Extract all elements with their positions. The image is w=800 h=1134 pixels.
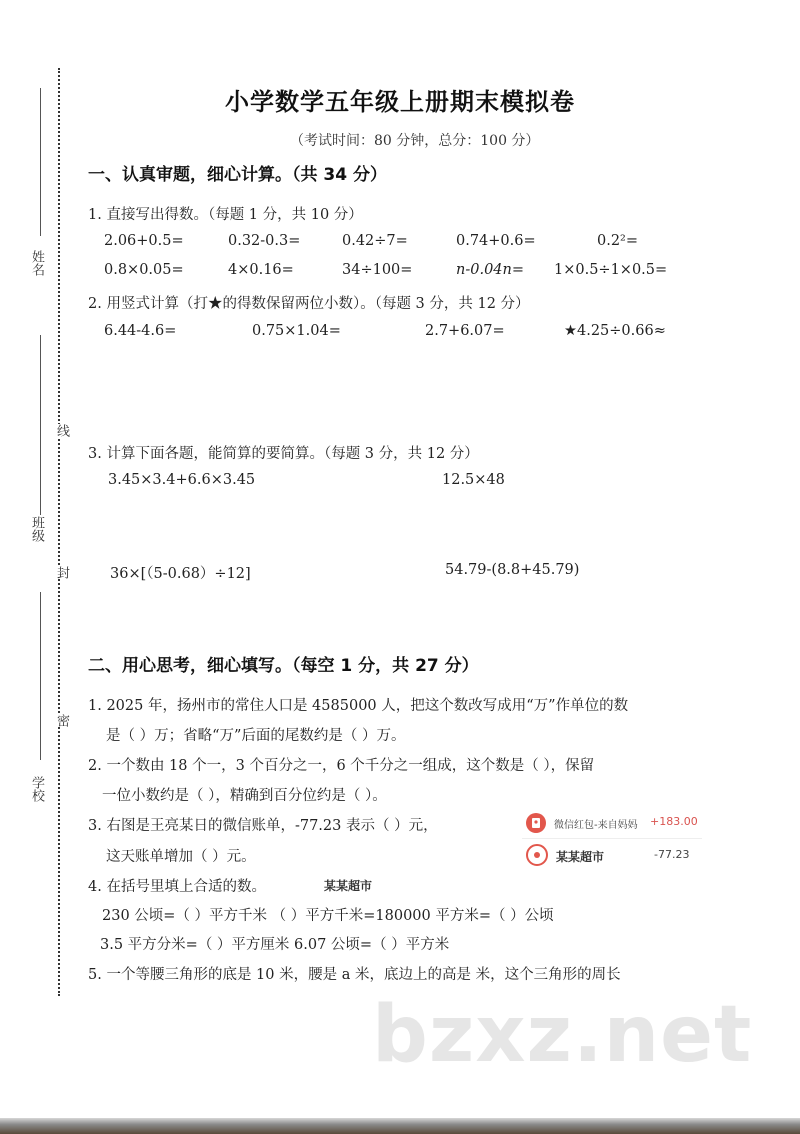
school-label: 学校 bbox=[29, 776, 44, 802]
q1-prompt: 1. 直接写出得数。（每题 1 分，共 10 分） bbox=[88, 207, 363, 223]
red-packet-icon bbox=[526, 813, 546, 833]
s2-q2-line2: 一位小数约是（ ），精确到百分位约是（ ）。 bbox=[102, 788, 387, 804]
wechat-row2-label: 某某超市 bbox=[556, 850, 605, 864]
seal-seal-char: 封 bbox=[54, 566, 69, 579]
q3-item: 36×[（5-0.68）÷12] bbox=[110, 566, 251, 582]
s2-q3-line1: 3. 右图是王亮某日的微信账单，-77.23 表示（ ）元， bbox=[88, 818, 438, 834]
s2-q4-line2: 230 公顷=（ ）平方千米 （ ）平方千米=180000 平方米=（ ）公顷 bbox=[102, 908, 554, 924]
s2-q3-line2: 这天账单增加（ ）元。 bbox=[106, 849, 256, 865]
page-bottom-edge bbox=[0, 1118, 800, 1134]
wechat-bill-image bbox=[522, 810, 702, 872]
s2-q1-line2: 是（ ）万；省略“万”后面的尾数约是（ ）万。 bbox=[106, 728, 406, 744]
wechat-bill-row bbox=[522, 842, 702, 870]
class-line bbox=[40, 335, 41, 515]
name-label: 姓名 bbox=[29, 250, 44, 276]
q1-item: 34÷100= bbox=[342, 262, 413, 278]
q1-item: 0.8×0.05= bbox=[104, 262, 184, 278]
site-watermark: bzxz.net bbox=[372, 990, 753, 1080]
q1-item: 0.32-0.3= bbox=[228, 233, 301, 249]
q2-prompt: 2. 用竖式计算（打★的得数保留两位小数）。（每题 3 分，共 12 分） bbox=[88, 296, 530, 312]
q1-item: n-0.04n= bbox=[456, 262, 525, 278]
page-title: 小学数学五年级上册期末模拟卷 bbox=[225, 88, 575, 116]
q3-prompt: 3. 计算下面各题，能简算的要简算。（每题 3 分，共 12 分） bbox=[88, 446, 479, 462]
s2-q4-line3: 3.5 平方分米=（ ）平方厘米 6.07 公顷=（ ）平方米 bbox=[100, 937, 450, 953]
seal-dotted-line bbox=[58, 68, 60, 996]
store-icon bbox=[526, 844, 548, 866]
s2-q1-line1: 1. 2025 年，扬州市的常住人口是 4585000 人，把这个数改写成用“万”作单位的数 bbox=[88, 698, 629, 714]
q2-item: ★4.25÷0.66≈ bbox=[564, 323, 666, 339]
wechat-row1-label: 微信红包-来自妈妈 bbox=[554, 820, 638, 831]
q1-item: 0.2²= bbox=[597, 233, 639, 249]
s2-q2-line1: 2. 一个数由 18 个一，3 个百分之一，6 个千分之一组成，这个数是（ ），保留 bbox=[88, 758, 595, 774]
q1-item: 0.74+0.6= bbox=[456, 233, 536, 249]
s2-q4-line1: 4. 在括号里填上合适的数。 bbox=[88, 879, 266, 895]
section2-heading: 二、用心思考，细心填写。（每空 1 分，共 27 分） bbox=[88, 656, 479, 676]
q3-item: 12.5×48 bbox=[442, 472, 505, 488]
wechat-bill-row bbox=[522, 810, 702, 839]
q2-item: 2.7+6.07= bbox=[425, 323, 505, 339]
s2-q4-stray-label: 某某超市 bbox=[324, 879, 373, 893]
seal-line-char: 线 bbox=[54, 424, 69, 437]
q3-item: 54.79-(8.8+45.79) bbox=[445, 562, 580, 578]
q1-item: 2.06+0.5= bbox=[104, 233, 184, 249]
q2-item: 0.75×1.04= bbox=[252, 323, 341, 339]
q3-item: 3.45×3.4+6.6×3.45 bbox=[108, 472, 256, 488]
q2-item: 6.44-4.6= bbox=[104, 323, 177, 339]
class-label: 班级 bbox=[29, 516, 44, 542]
school-line bbox=[40, 592, 41, 760]
s2-q5-line1: 5. 一个等腰三角形的底是 10 米，腰是 a 米，底边上的高是 米，这个三角形的周长 bbox=[88, 967, 621, 983]
section1-heading: 一、认真审题，细心计算。（共 34 分） bbox=[88, 165, 387, 185]
exam-info: （考试时间：80 分钟，总分：100 分） bbox=[290, 133, 540, 149]
wechat-row2-amount: -77.23 bbox=[654, 848, 690, 861]
q1-item: 1×0.5÷1×0.5= bbox=[554, 262, 668, 278]
q1-item: 4×0.16= bbox=[228, 262, 294, 278]
q1-item: 0.42÷7= bbox=[342, 233, 408, 249]
wechat-row1-amount: +183.00 bbox=[650, 815, 698, 828]
seal-secret-char: 密 bbox=[54, 714, 69, 727]
